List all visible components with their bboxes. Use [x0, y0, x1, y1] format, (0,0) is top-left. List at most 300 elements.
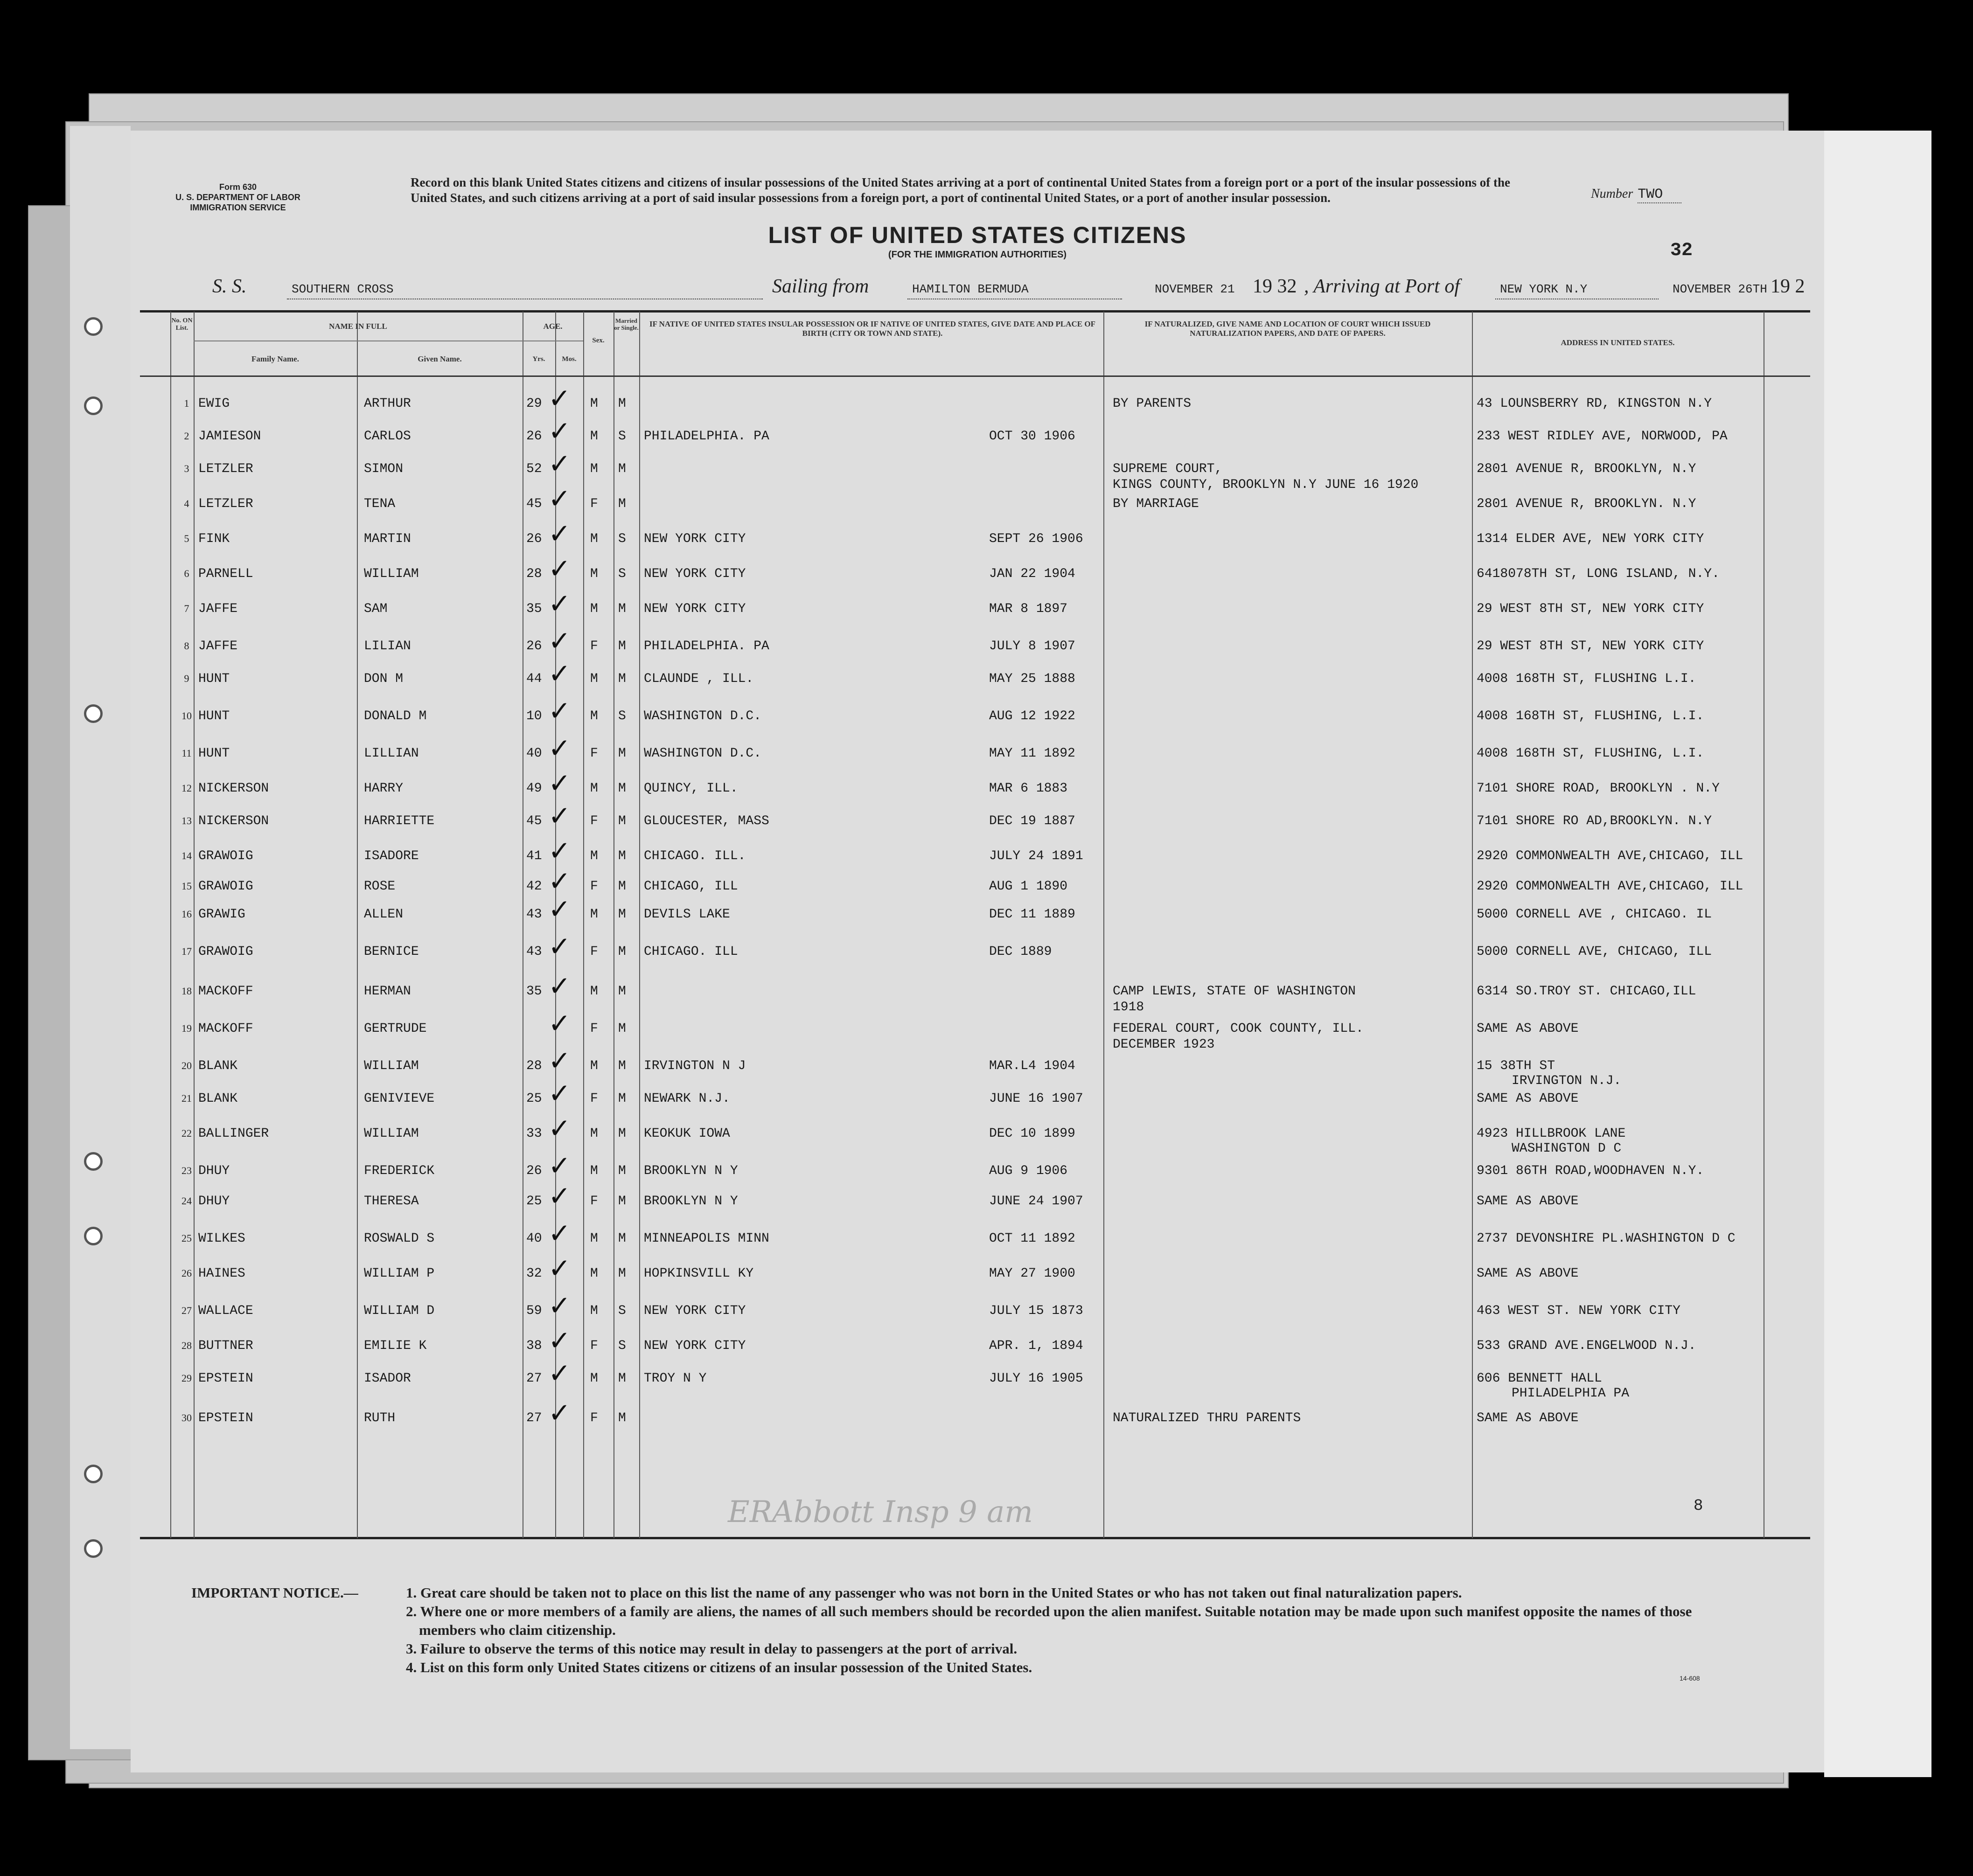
cell-given: EMILIE K — [364, 1339, 427, 1353]
row-number: 10 — [181, 710, 192, 722]
cell-addr: 9301 86TH ROAD,WOODHAVEN N.Y. — [1477, 1164, 1704, 1178]
ship-name: SOUTHERN CROSS — [292, 282, 394, 296]
cell-ms: M — [618, 1411, 626, 1425]
cell-yrs: 26 — [526, 639, 542, 653]
cell-ms: M — [618, 1021, 626, 1036]
check-mark-icon: ✓ — [548, 1112, 571, 1144]
notice-item: 1. Great care should be taken not to place on this list the name of any passenger who was not born in the United States or who has not taken out final naturalization papers. — [406, 1584, 1462, 1601]
cell-yrs: 33 — [526, 1126, 542, 1141]
cell-addr: 4008 168TH ST, FLUSHING, L.I. — [1477, 746, 1704, 761]
intro-text: Record on this blank United States citizens and citizens of insular possessions of the United States arriving at a port of continental United States from a foreign port or a port of the insular possessions of the United States, and such citizens arriving at a port of said insular possessions from a foreign port, a port of continental United States, or a port of another insular possession. — [411, 175, 1511, 205]
cell-yrs: 25 — [526, 1194, 542, 1209]
cell-date: DEC 19 1887 — [989, 814, 1075, 828]
cell-date: SEPT 26 1906 — [989, 532, 1083, 546]
cell-place: NEW YORK CITY — [644, 602, 746, 616]
cell-ms: M — [618, 879, 626, 894]
cell-date: JULY 16 1905 — [989, 1371, 1083, 1386]
cell-sex: F — [590, 945, 598, 959]
arrive-date: NOVEMBER 26TH — [1673, 282, 1767, 296]
check-mark-icon: ✓ — [548, 483, 571, 514]
paper-edge-right — [1824, 131, 1931, 1777]
header-family-name: Family Name. — [251, 354, 299, 363]
check-mark-icon: ✓ — [548, 1397, 571, 1429]
cell-place: CLAUNDE , ILL. — [644, 672, 754, 686]
header-no-on-list: No. ON List. — [171, 317, 193, 332]
form-code: 14-608 — [1680, 1675, 1700, 1682]
cell-addr: 7101 SHORE ROAD, BROOKLYN . N.Y — [1477, 781, 1720, 796]
form-service: IMMIGRATION SERVICE — [190, 203, 286, 212]
cell-place: QUINCY, ILL. — [644, 781, 738, 796]
row-number: 12 — [181, 782, 192, 794]
cell-place: BROOKLYN N Y — [644, 1194, 738, 1209]
cell-yrs: 32 — [526, 1266, 542, 1281]
check-mark-icon: ✓ — [548, 695, 571, 727]
cell-ms: S — [618, 532, 626, 546]
cell-family: HUNT — [198, 672, 230, 686]
row-number: 28 — [181, 1340, 192, 1351]
cell-ms: S — [618, 1304, 626, 1318]
cell-given: ROSWALD S — [364, 1231, 435, 1246]
cell-addr: 1314 ELDER AVE, NEW YORK CITY — [1477, 532, 1704, 546]
check-mark-icon: ✓ — [548, 893, 571, 925]
cell-ms: M — [618, 1266, 626, 1281]
cell-family: EWIG — [198, 396, 230, 411]
header-age: AGE. — [543, 322, 563, 331]
cell-ms: S — [618, 429, 626, 444]
row-number: 20 — [181, 1060, 192, 1071]
cell-ms: M — [618, 497, 626, 511]
row-number: 9 — [184, 673, 189, 684]
cell-sex: F — [590, 814, 598, 828]
row-number: 30 — [181, 1412, 192, 1424]
cell-addr: 29 WEST 8TH ST, NEW YORK CITY — [1477, 639, 1704, 653]
cell-date: JULY 8 1907 — [989, 639, 1075, 653]
row-number: 1 — [184, 397, 189, 409]
binding-strip-left — [70, 126, 131, 1749]
cell-yrs: 26 — [526, 1164, 542, 1178]
row-number: 11 — [181, 747, 192, 759]
cell-addr-line2: IRVINGTON N.J. — [1512, 1074, 1622, 1088]
punch-hole — [84, 1152, 103, 1171]
cell-given: THERESA — [364, 1194, 419, 1209]
cell-yrs: 26 — [526, 532, 542, 546]
cell-family: HAINES — [198, 1266, 245, 1281]
row-number: 6 — [184, 568, 189, 579]
cell-addr: 4923 HILLBROOK LANE — [1477, 1126, 1626, 1141]
sailing-label: Sailing from — [772, 276, 869, 297]
cell-nat: FEDERAL COURT, COOK COUNTY, ILL. — [1113, 1021, 1364, 1036]
cell-given: DONALD M — [364, 709, 427, 723]
cell-sex: M — [590, 1059, 598, 1073]
check-mark-icon: ✓ — [548, 835, 571, 867]
cell-sex: F — [590, 1021, 598, 1036]
cell-addr: 5000 CORNELL AVE , CHICAGO. IL — [1477, 907, 1712, 922]
cell-ms: M — [618, 1126, 626, 1141]
cell-place: IRVINGTON N J — [644, 1059, 746, 1073]
cell-yrs: 38 — [526, 1339, 542, 1353]
row-number: 27 — [181, 1305, 192, 1316]
cell-yrs: 35 — [526, 602, 542, 616]
cell-given: FREDERICK — [364, 1164, 435, 1178]
check-mark-icon: ✓ — [548, 1357, 571, 1389]
ss-label: S. S. — [212, 276, 247, 297]
cell-addr: 6418078TH ST, LONG ISLAND, N.Y. — [1477, 567, 1720, 581]
cell-yrs: 26 — [526, 429, 542, 444]
row-number: 14 — [181, 850, 192, 862]
cell-date: DEC 10 1899 — [989, 1126, 1075, 1141]
cell-place: CHICAGO, ILL — [644, 879, 738, 894]
check-mark-icon: ✓ — [548, 382, 571, 414]
check-mark-icon: ✓ — [548, 865, 571, 897]
cell-sex: M — [590, 462, 598, 476]
cell-given: WILLIAM D — [364, 1304, 435, 1318]
cell-given: ALLEN — [364, 907, 404, 922]
cell-yrs: 45 — [526, 814, 542, 828]
cell-date: MAY 27 1900 — [989, 1266, 1075, 1281]
check-mark-icon: ✓ — [548, 1045, 571, 1077]
punch-hole — [84, 1539, 103, 1558]
form-department: U. S. DEPARTMENT OF LABOR — [175, 193, 300, 202]
page-number: 32 — [1670, 240, 1693, 261]
cell-given: HARRIETTE — [364, 814, 435, 828]
cell-yrs: 27 — [526, 1371, 542, 1386]
cell-nat: CAMP LEWIS, STATE OF WASHINGTON — [1113, 984, 1356, 999]
row-number: 18 — [181, 985, 192, 997]
cell-ms: M — [618, 814, 626, 828]
cell-sex: M — [590, 849, 598, 863]
cell-sex: M — [590, 1266, 598, 1281]
cell-date: MAR.L4 1904 — [989, 1059, 1075, 1073]
row-number: 15 — [181, 880, 192, 892]
cell-place: TROY N Y — [644, 1371, 707, 1386]
header-address: ADDRESS IN UNITED STATES. — [1561, 338, 1675, 347]
cell-date: MAR 6 1883 — [989, 781, 1068, 796]
page-title: LIST OF UNITED STATES CITIZENS — [768, 222, 1187, 248]
cell-place: HOPKINSVILL KY — [644, 1266, 754, 1281]
check-mark-icon: ✓ — [548, 800, 571, 832]
cell-family: JAMIESON — [198, 429, 261, 444]
number-label: Number — [1591, 187, 1633, 201]
cell-given: ROSE — [364, 879, 396, 894]
cell-yrs: 43 — [526, 945, 542, 959]
cell-nat: BY PARENTS — [1113, 396, 1192, 411]
cell-ms: S — [618, 709, 626, 723]
row-number: 19 — [181, 1022, 192, 1034]
cell-date: JUNE 16 1907 — [989, 1091, 1083, 1106]
cell-place: CHICAGO. ILL. — [644, 849, 746, 863]
cell-nat-line2: KINGS COUNTY, BROOKLYN N.Y JUNE 16 1920 — [1113, 478, 1419, 492]
cell-place: CHICAGO. ILL — [644, 945, 738, 959]
check-mark-icon: ✓ — [548, 415, 571, 447]
cell-addr: 6314 SO.TROY ST. CHICAGO,ILL — [1477, 984, 1696, 999]
cell-family: BLANK — [198, 1059, 238, 1073]
pencil-annotation: ERAbbott Insp 9 am — [728, 1495, 1033, 1529]
cell-family: EPSTEIN — [198, 1411, 253, 1425]
cell-ms: S — [618, 567, 626, 581]
cell-yrs: 25 — [526, 1091, 542, 1106]
row-number: 23 — [181, 1165, 192, 1176]
cell-place: KEOKUK IOWA — [644, 1126, 730, 1141]
depart-year: 19 32 — [1253, 276, 1297, 297]
cell-addr: 7101 SHORE RO AD,BROOKLYN. N.Y — [1477, 814, 1712, 828]
manifest-page — [131, 131, 1824, 1772]
cell-addr: SAME AS ABOVE — [1477, 1021, 1579, 1036]
cell-date: APR. 1, 1894 — [989, 1339, 1083, 1353]
cell-given: DON M — [364, 672, 404, 686]
cell-date: MAY 25 1888 — [989, 672, 1075, 686]
cell-yrs: 40 — [526, 746, 542, 761]
cell-yrs: 29 — [526, 396, 542, 411]
header-subrule — [523, 340, 583, 341]
cell-given: HERMAN — [364, 984, 411, 999]
cell-date: MAY 11 1892 — [989, 746, 1075, 761]
header-given-name: Given Name. — [418, 354, 462, 363]
row-number: 25 — [181, 1232, 192, 1244]
cell-family: NICKERSON — [198, 814, 269, 828]
page-subtitle: (FOR THE IMMIGRATION AUTHORITIES) — [888, 250, 1067, 260]
cell-ms: M — [618, 1371, 626, 1386]
number-value: TWO — [1638, 187, 1681, 203]
cell-place: WASHINGTON D.C. — [644, 746, 762, 761]
cell-family: PARNELL — [198, 567, 253, 581]
cell-date: AUG 1 1890 — [989, 879, 1068, 894]
check-mark-icon: ✓ — [548, 625, 571, 657]
cell-family: DHUY — [198, 1164, 230, 1178]
cell-addr: SAME AS ABOVE — [1477, 1091, 1579, 1106]
cell-family: BALLINGER — [198, 1126, 269, 1141]
row-number: 17 — [181, 945, 192, 957]
cell-family: BLANK — [198, 1091, 238, 1106]
cell-yrs: 27 — [526, 1411, 542, 1425]
cell-nat: SUPREME COURT, — [1113, 462, 1223, 476]
cell-given: ARTHUR — [364, 396, 411, 411]
cell-yrs: 44 — [526, 672, 542, 686]
cell-place: NEW YORK CITY — [644, 567, 746, 581]
column-divider — [1472, 312, 1473, 1538]
row-number: 8 — [184, 640, 189, 652]
cell-family: LETZLER — [198, 497, 253, 511]
cell-ms: M — [618, 984, 626, 999]
arrive-year: 19 2 — [1771, 276, 1805, 297]
cell-sex: M — [590, 781, 598, 796]
cell-addr: SAME AS ABOVE — [1477, 1194, 1579, 1209]
cell-addr-line2: PHILADELPHIA PA — [1512, 1386, 1630, 1401]
row-number: 13 — [181, 815, 192, 827]
punch-hole — [84, 704, 103, 723]
check-mark-icon: ✓ — [548, 931, 571, 962]
cell-sex: M — [590, 1231, 598, 1246]
cell-family: GRAWIG — [198, 907, 245, 922]
cell-addr: 2920 COMMONWEALTH AVE,CHICAGO, ILL — [1477, 879, 1743, 894]
cell-sex: M — [590, 567, 598, 581]
depart-date: NOVEMBER 21 — [1155, 282, 1235, 296]
cell-yrs: 40 — [526, 1231, 542, 1246]
row-number: 29 — [181, 1372, 192, 1384]
cell-ms: M — [618, 639, 626, 653]
cell-family: FINK — [198, 532, 230, 546]
punch-hole — [84, 1465, 103, 1483]
cell-given: SAM — [364, 602, 388, 616]
form-label — [168, 182, 308, 213]
cell-addr: 233 WEST RIDLEY AVE, NORWOOD, PA — [1477, 429, 1728, 444]
cell-sex: F — [590, 1339, 598, 1353]
cell-date: AUG 9 1906 — [989, 1164, 1068, 1178]
check-mark-icon: ✓ — [548, 1007, 571, 1039]
cell-sex: M — [590, 429, 598, 444]
cell-yrs: 59 — [526, 1304, 542, 1318]
cell-place: NEW YORK CITY — [644, 532, 746, 546]
cell-given: WILLIAM — [364, 567, 419, 581]
check-mark-icon: ✓ — [548, 1217, 571, 1249]
cell-sex: M — [590, 1304, 598, 1318]
cell-addr: 43 LOUNSBERRY RD, KINGSTON N.Y — [1477, 396, 1712, 411]
notice-item: 4. List on this form only United States citizens or citizens of an insular possession of the United States. — [406, 1659, 1032, 1675]
voyage-line — [212, 275, 1805, 303]
check-mark-icon: ✓ — [548, 732, 571, 764]
cell-place: PHILADELPHIA. PA — [644, 639, 769, 653]
cell-date: OCT 11 1892 — [989, 1231, 1075, 1246]
cell-family: MACKOFF — [198, 1021, 253, 1036]
cell-given: WILLIAM — [364, 1059, 419, 1073]
cell-yrs: 43 — [526, 907, 542, 922]
check-mark-icon: ✓ — [548, 553, 571, 584]
check-mark-icon: ✓ — [548, 518, 571, 549]
row-number: 3 — [184, 463, 189, 474]
arrival-port: NEW YORK N.Y — [1500, 282, 1588, 296]
cell-addr: 2801 AVENUE R, BROOKLYN, N.Y — [1477, 462, 1696, 476]
sheet-count: 8 — [1694, 1497, 1703, 1515]
cell-sex: F — [590, 497, 598, 511]
punch-hole — [84, 317, 103, 336]
cell-addr: 4008 168TH ST, FLUSHING L.I. — [1477, 672, 1696, 686]
cell-place: NEW YORK CITY — [644, 1304, 746, 1318]
cell-family: JAFFE — [198, 639, 238, 653]
cell-date: JAN 22 1904 — [989, 567, 1075, 581]
cell-family: DHUY — [198, 1194, 230, 1209]
cell-ms: M — [618, 907, 626, 922]
cell-given: CARLOS — [364, 429, 411, 444]
cell-date: JULY 15 1873 — [989, 1304, 1083, 1318]
check-mark-icon: ✓ — [548, 970, 571, 1002]
cell-nat: NATURALIZED THRU PARENTS — [1113, 1411, 1301, 1425]
cell-sex: M — [590, 396, 598, 411]
cell-family: GRAWOIG — [198, 945, 253, 959]
column-divider — [583, 312, 584, 1538]
cell-ms: M — [618, 1231, 626, 1246]
cell-addr: 2801 AVENUE R, BROOKLYN. N.Y — [1477, 497, 1696, 511]
header-bottom-rule — [140, 375, 1810, 377]
notice-item: 3. Failure to observe the terms of this notice may result in delay to passengers at the port of arrival. — [406, 1640, 1018, 1657]
cell-ms: M — [618, 849, 626, 863]
cell-addr: 606 BENNETT HALL — [1477, 1371, 1602, 1386]
list-number — [1591, 187, 1681, 202]
cell-place: PHILADELPHIA. PA — [644, 429, 769, 444]
cell-addr: 533 GRAND AVE.ENGELWOOD N.J. — [1477, 1339, 1696, 1353]
cell-ms: M — [618, 1091, 626, 1106]
cell-nat-line2: DECEMBER 1923 — [1113, 1037, 1215, 1052]
cell-sex: M — [590, 672, 598, 686]
cell-sex: M — [590, 602, 598, 616]
cell-nat: BY MARRIAGE — [1113, 497, 1199, 511]
cell-given: SIMON — [364, 462, 404, 476]
cell-family: HUNT — [198, 709, 230, 723]
cell-nat-line2: 1918 — [1113, 1000, 1144, 1014]
cell-given: RUTH — [364, 1411, 396, 1425]
cell-ms: M — [618, 1164, 626, 1178]
table-top-rule — [140, 310, 1810, 313]
cell-family: WILKES — [198, 1231, 245, 1246]
cell-sex: F — [590, 1194, 598, 1209]
form-number: Form 630 — [219, 182, 257, 192]
cell-ms: M — [618, 781, 626, 796]
row-number: 7 — [184, 603, 189, 614]
check-mark-icon: ✓ — [548, 767, 571, 799]
check-mark-icon: ✓ — [548, 588, 571, 619]
row-number: 22 — [181, 1127, 192, 1139]
cell-sex: M — [590, 984, 598, 999]
cell-given: BERNICE — [364, 945, 419, 959]
cell-yrs: 28 — [526, 1059, 542, 1073]
cell-family: JAFFE — [198, 602, 238, 616]
cell-yrs: 52 — [526, 462, 542, 476]
cell-yrs: 45 — [526, 497, 542, 511]
cell-given: TENA — [364, 497, 396, 511]
cell-sex: M — [590, 1371, 598, 1386]
cell-family: MACKOFF — [198, 984, 253, 999]
cell-yrs: 10 — [526, 709, 542, 723]
cell-given: LILLIAN — [364, 746, 419, 761]
header-name-in-full: NAME IN FULL — [329, 322, 387, 331]
cell-family: GRAWOIG — [198, 849, 253, 863]
cell-family: HUNT — [198, 746, 230, 761]
cell-ms: M — [618, 672, 626, 686]
cell-family: NICKERSON — [198, 781, 269, 796]
cell-addr: SAME AS ABOVE — [1477, 1266, 1579, 1281]
row-number: 2 — [184, 430, 189, 442]
cell-addr: 15 38TH ST — [1477, 1059, 1555, 1073]
header-birth: IF NATIVE OF UNITED STATES INSULAR POSSESSION OR IF NATIVE OF UNITED STATES, GIVE DATE AND PLACE OF BIRTH (CITY OR TOWN AND STATE). — [649, 320, 1095, 338]
cell-sex: F — [590, 746, 598, 761]
cell-addr-line2: WASHINGTON D C — [1512, 1141, 1622, 1156]
header-sex: Sex. — [592, 337, 605, 344]
column-divider — [194, 312, 195, 1538]
row-number: 4 — [184, 498, 189, 509]
cell-date: MAR 8 1897 — [989, 602, 1068, 616]
column-divider — [1103, 312, 1104, 1538]
header-naturalized: IF NATURALIZED, GIVE NAME AND LOCATION OF COURT WHICH ISSUED NATURALIZATION PAPERS, AND DATE OF PAPERS. — [1144, 320, 1431, 338]
cell-date: DEC 1889 — [989, 945, 1052, 959]
cell-sex: M — [590, 1126, 598, 1141]
cell-addr: SAME AS ABOVE — [1477, 1411, 1579, 1425]
cell-place: NEW YORK CITY — [644, 1339, 746, 1353]
cell-addr: 4008 168TH ST, FLUSHING, L.I. — [1477, 709, 1704, 723]
column-divider — [639, 312, 640, 1538]
cell-addr: 29 WEST 8TH ST, NEW YORK CITY — [1477, 602, 1704, 616]
cell-ms: M — [618, 945, 626, 959]
check-mark-icon: ✓ — [548, 1077, 571, 1109]
cell-place: GLOUCESTER, MASS — [644, 814, 769, 828]
cell-yrs: 28 — [526, 567, 542, 581]
check-mark-icon: ✓ — [548, 1290, 571, 1321]
row-number: 24 — [181, 1195, 192, 1207]
cell-given: ISADORE — [364, 849, 419, 863]
cell-given: ISADOR — [364, 1371, 411, 1386]
cell-yrs: 41 — [526, 849, 542, 863]
cell-sex: M — [590, 1164, 598, 1178]
column-divider — [170, 312, 171, 1538]
cell-family: WALLACE — [198, 1304, 253, 1318]
cell-yrs: 42 — [526, 879, 542, 894]
